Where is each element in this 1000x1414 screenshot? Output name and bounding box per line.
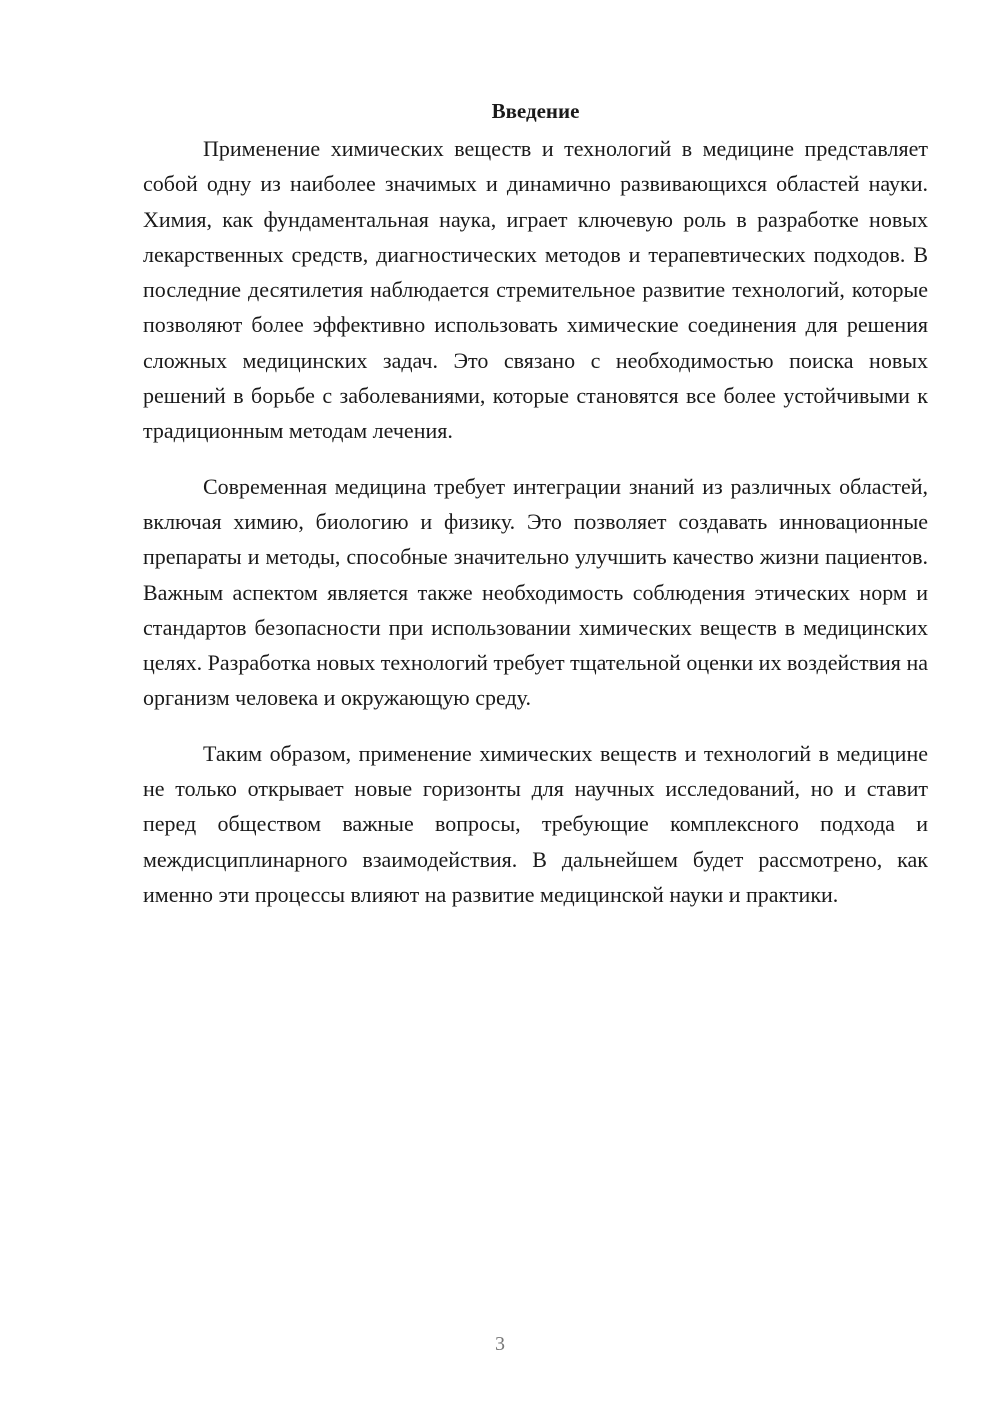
paragraph-2: Современная медицина требует интеграции знаний из различных областей, включая химию, биологию и физику. Это позволяет создавать инновационные препараты и методы, способные значительно улучшить качество жизни пациентов. Важным аспектом является также необходимость соблюдения этических норм и стандартов безопасности при использовании химических веществ в медицинских целях. Разработка новых технологий требует тщательной оценки их воздействия на организм человека и окружающую среду. xyxy=(143,473,928,711)
page-number: 3 xyxy=(495,1333,505,1355)
page-content xyxy=(143,96,928,932)
paragraph-3: Таким образом, применение химических веществ и технологий в медицине не только открывает новые горизонты для научных исследований, но и ставит перед обществом важные вопросы, требующие комплексного подхода и междисциплинарного взаимодействия. В дальнейшем будет рассмотрено, как именно эти процессы влияют на развитие медицинской науки и практики. xyxy=(143,740,928,907)
paragraph-1: Применение химических веществ и технологий в медицине представляет собой одну из наиболее значимых и динамично развивающихся областей науки. Химия, как фундаментальная наука, играет ключевую роль в разработке новых лекарственных средств, диагностических методов и терапевтических подходов. В последние десятилетия наблюдается стремительное развитие технологий, которые позволяют более эффективно использовать химические соединения для решения сложных медицинских задач. Это связано с необходимостью поиска новых решений в борьбе с заболеваниями, которые становятся все более устойчивыми к традиционным методам лечения. xyxy=(143,136,928,444)
page-heading: Введение xyxy=(491,99,580,123)
